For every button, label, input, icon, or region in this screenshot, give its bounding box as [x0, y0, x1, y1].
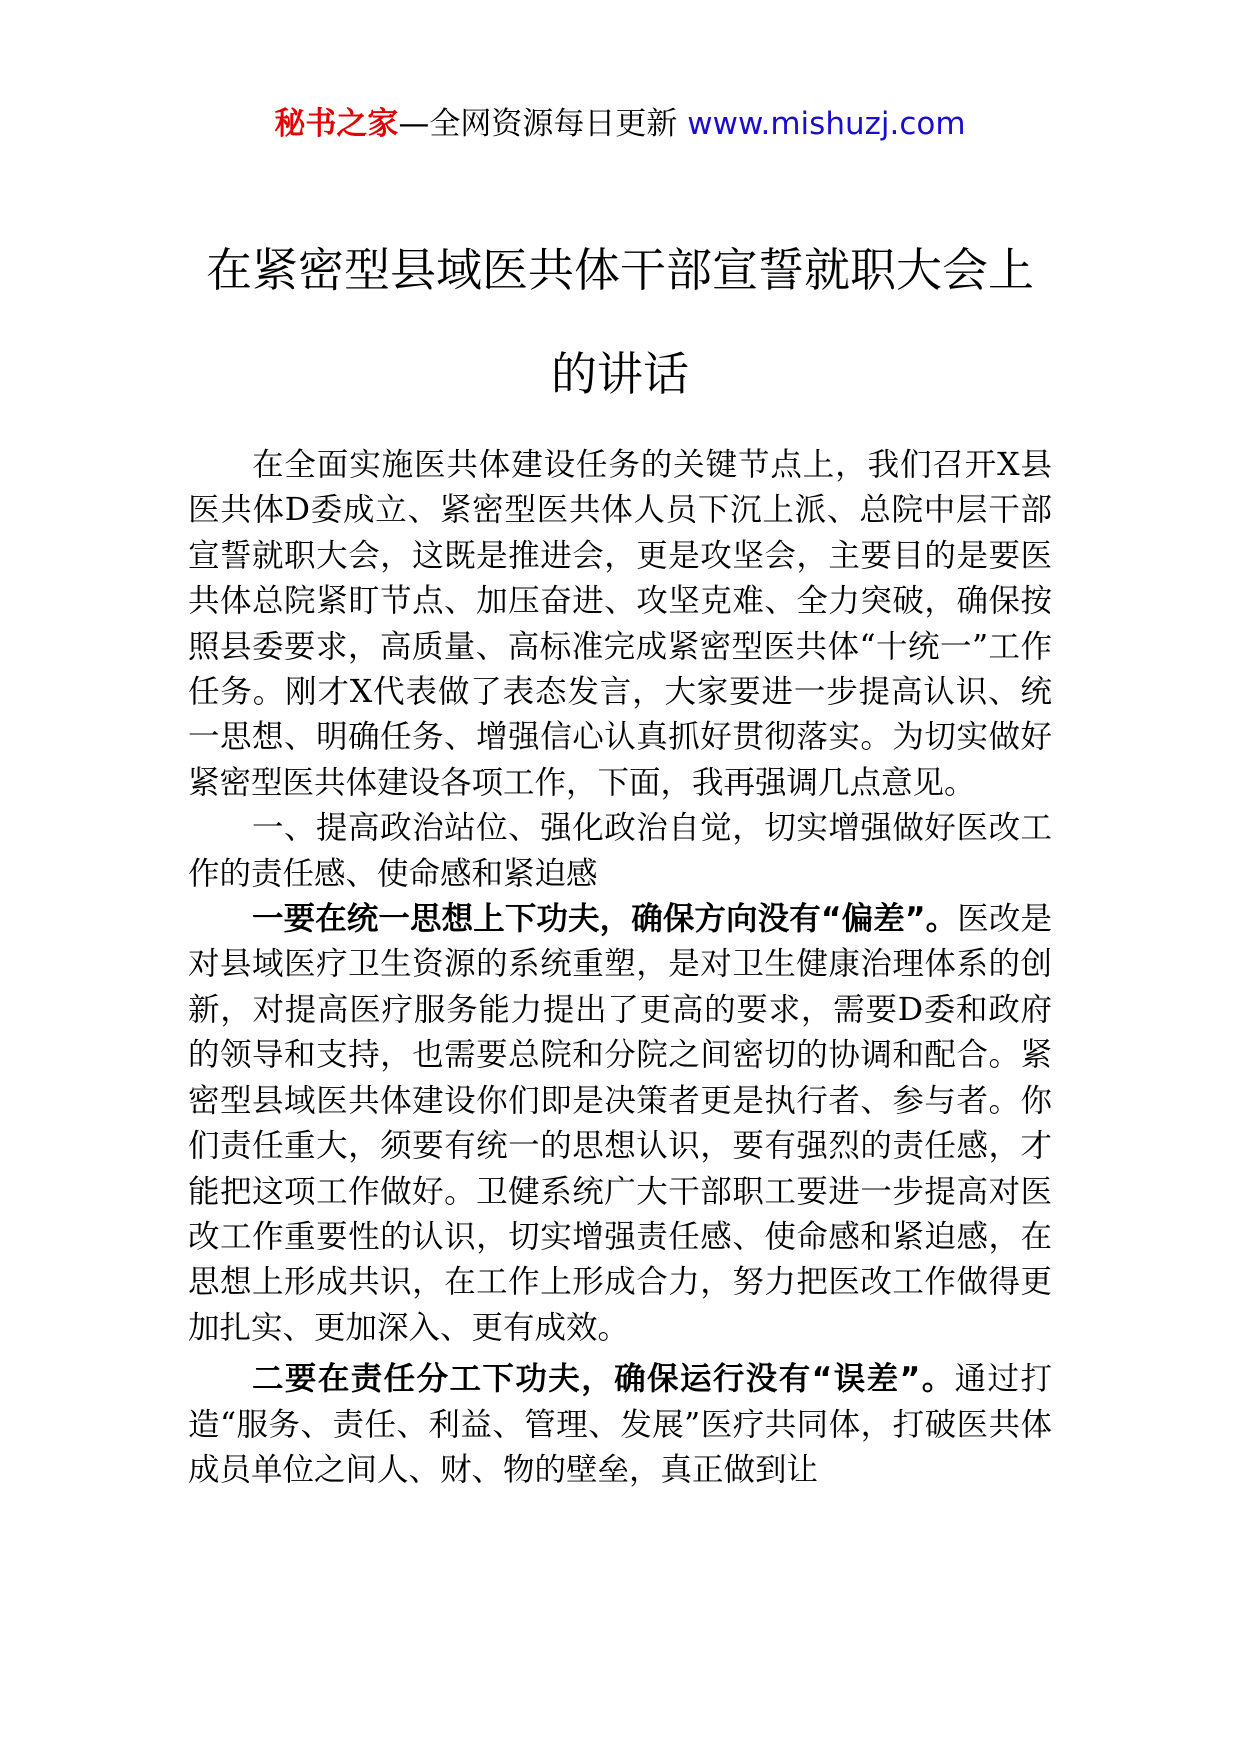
title-line-1: 在紧密型县域医共体干部宣誓就职大会上 — [206, 243, 1034, 297]
paragraph-point-1 — [188, 897, 1052, 1351]
paragraph-text: 在全面实施医共体建设任务的关键节点上，我们召开X县医共体D委成立、紧密型医共体人员下沉上派、总院中层干部宣誓就职大会，这既是推进会，更是攻坚会，主要目的是要医共体总院紧盯节点、加压奋进、攻坚克难、全力突破，确保按照县委要求，高质量、高标准完成紧密型医共体“十统一”工作任务。刚才X代表做了表态发言，大家要进一步提高认识、统一思想、明确任务、增强信心认真抓好贯彻落实。为切实做好紧密型医共体建设各项工作，下面，我再强调几点意见。 — [188, 447, 1052, 801]
document-title — [150, 218, 1090, 426]
website-link[interactable]: www.mishuzj.com — [687, 106, 966, 142]
paragraph-point-2 — [188, 1357, 1052, 1493]
title-line-2: 的讲话 — [551, 347, 689, 401]
paragraph-intro — [188, 443, 1052, 806]
section-heading-1 — [188, 806, 1052, 897]
paragraph-lead: 二要在责任分工下功夫，确保运行没有“误差”。 — [252, 1361, 955, 1398]
paragraph-text: 一、提高政治站位、强化政治自觉，切实增强做好医改工作的责任感、使命感和紧迫感 — [188, 810, 1052, 892]
site-header — [0, 102, 1240, 146]
header-tagline: —全网资源每日更新 — [398, 106, 688, 142]
document-body — [188, 443, 1052, 1493]
paragraph-text: 医改是对县域医疗卫生资源的系统重塑，是对卫生健康治理体系的创新，对提高医疗服务能力提出了更高的要求，需要D委和政府的领导和支持，也需要总院和分院之间密切的协调和配合。紧密型县域医共体建设你们即是决策者更是执行者、参与者。你们责任重大，须要有统一的思想认识，要有强烈的责任感，才能把这项工作做好。卫健系统广大干部职工要进一步提高对医改工作重要性的认识，切实增强责任感、使命感和紧迫感，在思想上形成共识，在工作上形成合力，努力把医改工作做得更加扎实、更加深入、更有成效。 — [188, 901, 1052, 1346]
brand-name: 秘书之家 — [274, 106, 399, 142]
paragraph-text: 通过打造“服务、责任、利益、管理、发展”医疗共同体，打破医共体成员单位之间人、财、物的壁垒，真正做到让 — [188, 1361, 1052, 1488]
paragraph-lead: 一要在统一思想上下功夫，确保方向没有“偏差”。 — [252, 901, 958, 938]
